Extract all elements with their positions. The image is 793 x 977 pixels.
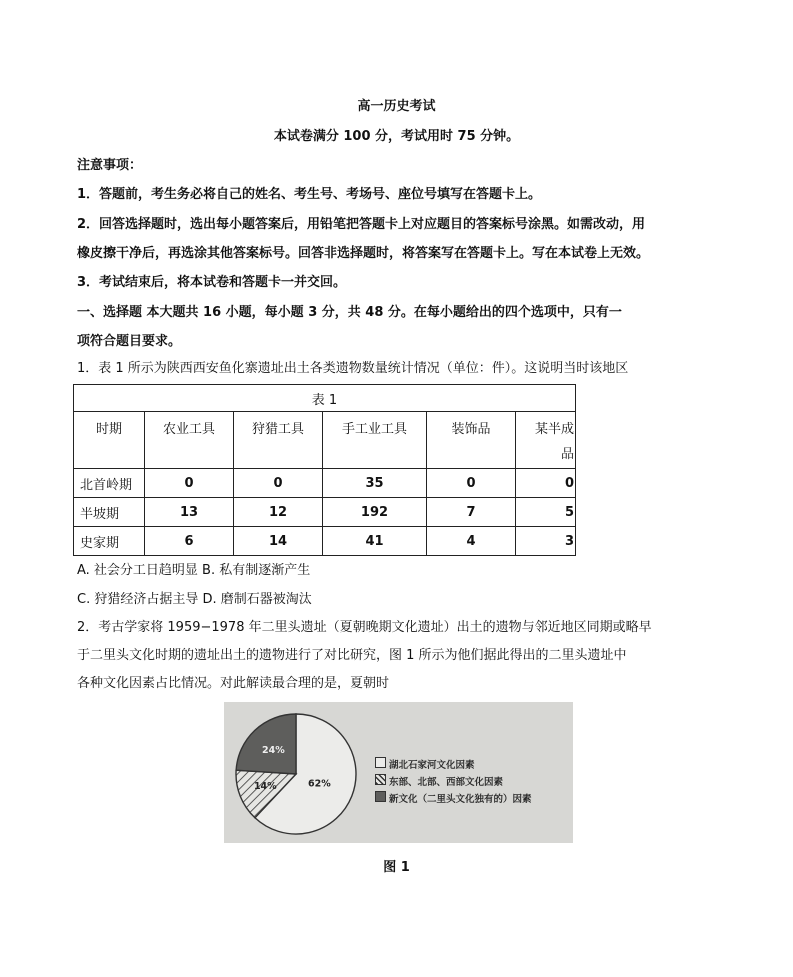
table-cell: 6 bbox=[145, 527, 234, 556]
table-cell: 3 bbox=[516, 527, 576, 556]
question-1-options-cd: C. 狩猎经济占据主导 D. 磨制石器被淘汰 bbox=[77, 592, 312, 607]
pie-slice-label: 24% bbox=[262, 744, 285, 756]
table-header-agri-tools: 农业工具 bbox=[145, 412, 234, 469]
section-heading-line-1: 一、选择题 本大题共 16 小题，每小题 3 分，共 48 分。在每小题给出的四个选项中，只有一 bbox=[77, 305, 622, 320]
page-title: 高一历史考试 bbox=[357, 99, 436, 114]
table-cell: 4 bbox=[427, 527, 516, 556]
question-2-line-3: 各种文化因素占比情况。对此解读最合理的是，夏朝时 bbox=[77, 676, 390, 691]
table-header-semi-finished-line-1: 某半成 bbox=[534, 422, 574, 437]
pie-slice-label: 62% bbox=[308, 778, 331, 790]
table-cell: 41 bbox=[323, 527, 427, 556]
figure-1-photo bbox=[224, 702, 573, 843]
table-header-ornaments: 装饰品 bbox=[427, 412, 516, 469]
legend-swatch bbox=[375, 757, 386, 768]
table-cell: 12 bbox=[234, 498, 323, 527]
table-cell-period: 半坡期 bbox=[74, 498, 145, 527]
table-caption: 表 1 bbox=[74, 385, 576, 412]
question-1-stem: 1．表 1 所示为陕西西安鱼化寨遗址出土各类遗物数量统计情况（单位：件）。这说明当时该地区 bbox=[77, 361, 629, 376]
question-2-line-1: 2．考古学家将 1959−1978 年二里头遗址（夏朝晚期文化遗址）出土的遗物与邻近地区同期或略早 bbox=[77, 620, 652, 635]
table-row bbox=[74, 498, 576, 527]
table-header-craft-tools: 手工业工具 bbox=[323, 412, 427, 469]
table-row bbox=[74, 469, 576, 498]
question-1-options-ab: A. 社会分工日趋明显 B. 私有制逐渐产生 bbox=[77, 563, 311, 578]
pie-chart bbox=[224, 702, 573, 843]
notice-item-3: 3．考试结束后，将本试卷和答题卡一并交回。 bbox=[77, 275, 347, 290]
legend-label: 东部、北部、西部文化因素 bbox=[389, 777, 504, 788]
table-header-hunting-tools: 狩猎工具 bbox=[234, 412, 323, 469]
exam-subtitle: 本试卷满分 100 分，考试用时 75 分钟。 bbox=[273, 129, 520, 144]
table-cell-period: 北首岭期 bbox=[74, 469, 145, 498]
table-cell: 0 bbox=[145, 469, 234, 498]
table-cell: 5 bbox=[516, 498, 576, 527]
figure-caption: 图 1 bbox=[383, 860, 410, 875]
question-2-line-2: 于二里头文化时期的遗址出土的遗物进行了对比研究，图 1 所示为他们据此得出的二里头遗址中 bbox=[77, 648, 627, 663]
table-cell: 0 bbox=[234, 469, 323, 498]
table-cell-period: 史家期 bbox=[74, 527, 145, 556]
table-cell: 7 bbox=[427, 498, 516, 527]
notice-heading: 注意事项： bbox=[77, 158, 143, 173]
table-cell: 0 bbox=[516, 469, 576, 498]
notice-item-2-line-1: 2．回答选择题时，选出每小题答案后，用铅笔把答题卡上对应题目的答案标号涂黑。如需改动，用 bbox=[77, 217, 646, 232]
legend-label: 湖北石家河文化因素 bbox=[389, 760, 475, 771]
table-cell: 192 bbox=[323, 498, 427, 527]
table-row bbox=[74, 527, 576, 556]
table-header-semi-finished bbox=[516, 412, 576, 469]
table-cell: 13 bbox=[145, 498, 234, 527]
table-cell: 14 bbox=[234, 527, 323, 556]
data-table bbox=[73, 384, 576, 556]
legend-swatch bbox=[375, 791, 386, 802]
table-header-semi-finished-line-2: 品 bbox=[560, 447, 574, 462]
section-heading-line-2: 项符合题目要求。 bbox=[77, 334, 182, 349]
legend-swatch bbox=[375, 774, 386, 785]
table-cell: 0 bbox=[427, 469, 516, 498]
pie-slice-label: 14% bbox=[253, 781, 277, 793]
notice-item-1: 1．答题前，考生务必将自己的姓名、考生号、考场号、座位号填写在答题卡上。 bbox=[77, 187, 542, 202]
table-header-period: 时期 bbox=[74, 412, 145, 469]
legend-label: 新文化（二里头文化独有的）因素 bbox=[389, 794, 532, 805]
table-cell: 35 bbox=[323, 469, 427, 498]
notice-item-2-line-2: 橡皮擦干净后，再选涂其他答案标号。回答非选择题时，将答案写在答题卡上。写在本试卷上无效。 bbox=[77, 246, 650, 261]
